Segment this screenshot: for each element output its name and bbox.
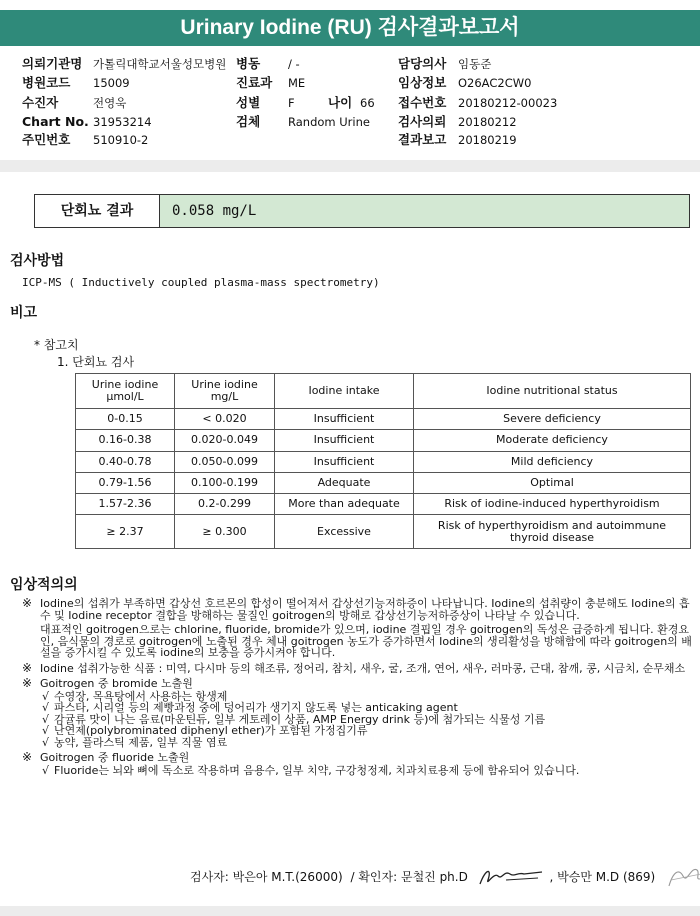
method-text: ICP-MS ( Inductively coupled plasma-mass spectrometry)	[22, 276, 380, 289]
info-row	[22, 94, 692, 112]
table-cell: ≥ 2.37	[76, 515, 175, 549]
table-cell: 0.100-0.199	[175, 472, 275, 493]
check-icon: √	[42, 763, 50, 777]
info-value: 15009	[93, 76, 130, 90]
table-cell: 0.16-0.38	[76, 430, 175, 451]
result-box	[34, 194, 690, 228]
check-icon: √	[42, 701, 50, 714]
ref-title: * 참고치	[34, 338, 79, 352]
table-row	[76, 494, 691, 515]
table-cell: 0.79-1.56	[76, 472, 175, 493]
table-cell: Insufficient	[275, 409, 414, 430]
table-row	[76, 472, 691, 493]
clinical-text: 대표적인 goitrogen으로는 chlorine, fluoride, bromide가 있으며, iodine 결핍일 경우 goitrogen의 독성은 급증하게 됩니다. 환경요인, 음식물의 경로로 goitrogen에 노출된 경우 체내 goitrogen 농도가 증가하면서 Iodine의 생리활성을 방해함에 따라 goitrogen의 배설을 증가시킬 수 있도록 iodine의 보충을 증가시켜야 합니다.	[40, 623, 692, 659]
list-item-text: 감귤류 맛이 나는 음료(마운틴듀, 일부 게토레이 상품, AMP Energy drink 등)에 첨가되는 식물성 기름	[54, 712, 546, 726]
table-cell: More than adequate	[275, 494, 414, 515]
clinical-paragraph	[22, 678, 692, 690]
info-value: 전영욱	[93, 96, 127, 110]
handwritten-signature-icon	[476, 864, 546, 890]
info-value: 임동준	[458, 57, 492, 71]
col-header-umol: Urine iodine μmol/L	[76, 374, 175, 409]
table-cell: < 0.020	[175, 409, 275, 430]
info-row	[22, 74, 692, 92]
col-header-status: Iodine nutritional status	[414, 374, 691, 409]
list-item	[22, 737, 692, 749]
clinical-text: Iodine의 섭취가 부족하면 갑상선 호르몬의 합성이 떨어져서 갑상선기능저하증이 나타납니다. Iodine의 섭취량이 충분해도 Iodine의 흡수 및 Iodine receptor 결합을 방해하는 물질인 goitrogen의 방해로 갑상선기능저하증상이 나타날 수 있습니다.	[40, 597, 690, 622]
table-cell: ≥ 0.300	[175, 515, 275, 549]
info-value: 66	[360, 96, 375, 110]
ref-subtitle: 1. 단회뇨 검사	[57, 355, 135, 369]
info-value: ME	[288, 76, 306, 90]
info-row	[22, 55, 692, 73]
info-key: 병동	[236, 56, 261, 71]
result-label: 단회뇨 결과	[35, 195, 160, 227]
fluoride-title: Goitrogen 중 fluoride 노출원	[40, 751, 190, 764]
info-key: 주민번호	[22, 132, 71, 147]
info-key: 병원코드	[22, 75, 71, 90]
table-cell: Moderate deficiency	[414, 430, 691, 451]
info-value: O26AC2CW0	[458, 76, 532, 90]
info-key: 성별	[236, 95, 261, 110]
table-cell: 0.40-0.78	[76, 451, 175, 472]
table-row	[76, 451, 691, 472]
list-item-text: 파스타, 시리얼 등의 제빵과정 중에 덩어리가 생기지 않도록 넣는 anticaking agent	[54, 701, 458, 714]
check-icon: √	[42, 689, 50, 703]
info-value: 20180219	[458, 133, 517, 147]
info-key: 담당의사	[398, 56, 447, 71]
table-cell: Mild deficiency	[414, 451, 691, 472]
table-cell: Insufficient	[275, 451, 414, 472]
clinical-section	[22, 598, 692, 776]
info-value: 가톨릭대학교서울성모병원	[93, 57, 227, 71]
table-cell: 0-0.15	[76, 409, 175, 430]
patient-info	[22, 55, 692, 155]
clinical-text: Iodine 섭취가능한 식품 : 미역, 다시마 등의 해조류, 정어리, 참치, 새우, 굴, 조개, 연어, 새우, 러마콩, 근대, 참깨, 콩, 시금치, 순무채소	[40, 661, 686, 675]
table-cell: 0.020-0.049	[175, 430, 275, 451]
info-value: 510910-2	[93, 133, 149, 147]
info-value: 20180212	[458, 115, 517, 129]
table-row	[76, 515, 691, 549]
info-key: 검사의뢰	[398, 114, 447, 129]
list-item-text: 농약, 플라스틱 제품, 일부 직물 염료	[54, 735, 228, 749]
clinical-paragraph	[22, 598, 692, 659]
section-divider	[0, 160, 700, 172]
table-cell: Insufficient	[275, 430, 414, 451]
info-row	[22, 113, 692, 131]
remark-heading: 비고	[10, 305, 38, 321]
info-key: 수진자	[22, 95, 59, 110]
info-value: F	[288, 96, 295, 110]
reference-table	[75, 373, 691, 549]
col-header-mg: Urine iodine mg/L	[175, 374, 275, 409]
info-key: 나이	[328, 95, 353, 110]
info-key: 진료과	[236, 75, 273, 90]
info-key: Chart No.	[22, 114, 89, 129]
list-item-text: 난연제(polybrominated diphenyl ether)가 포함된 가정집기류	[54, 724, 368, 737]
clinical-heading: 임상적의의	[10, 577, 78, 593]
info-key: 접수번호	[398, 95, 447, 110]
table-cell: Adequate	[275, 472, 414, 493]
signature-line	[190, 862, 700, 892]
table-header-row	[76, 374, 691, 409]
reference-mark-icon: ※	[22, 750, 33, 764]
table-row	[76, 430, 691, 451]
info-key: 의뢰기관명	[22, 56, 83, 71]
list-item-text: Fluoride는 뇌와 뼈에 독소로 작용하며 음용수, 일부 치약, 구강청정제, 치과치료용제 등에 함유되어 있습니다.	[54, 763, 580, 777]
bromide-title: Goitrogen 중 bromide 노출원	[40, 677, 193, 690]
info-value: 31953214	[93, 115, 152, 129]
result-value: 0.058 mg/L	[160, 195, 689, 227]
table-cell: Optimal	[414, 472, 691, 493]
info-key: 결과보고	[398, 132, 447, 147]
table-row	[76, 409, 691, 430]
table-cell: Risk of iodine-induced hyperthyroidism	[414, 494, 691, 515]
confirmer-name: / 확인자: 문철진 ph.D	[350, 869, 468, 884]
info-value: Random Urine	[288, 115, 370, 129]
check-icon: √	[42, 712, 50, 726]
info-value: / -	[288, 57, 300, 71]
table-cell: Excessive	[275, 515, 414, 549]
report-title: Urinary Iodine (RU) 검사결과보고서	[0, 10, 700, 46]
info-key: 검체	[236, 114, 261, 129]
reference-mark-icon: ※	[22, 676, 33, 690]
handwritten-signature-icon	[663, 862, 700, 892]
check-icon: √	[42, 724, 50, 737]
tester-name: 검사자: 박은아 M.T.(26000)	[190, 869, 343, 884]
table-cell: Risk of hyperthyroidism and autoimmune thyroid disease	[414, 515, 691, 549]
table-cell: 1.57-2.36	[76, 494, 175, 515]
list-item	[22, 765, 692, 777]
info-row	[22, 131, 692, 149]
method-heading: 검사방법	[10, 253, 65, 269]
reference-mark-icon: ※	[22, 660, 33, 675]
col-header-intake: Iodine intake	[275, 374, 414, 409]
info-key: 임상정보	[398, 75, 447, 90]
check-icon: √	[42, 735, 50, 749]
table-cell: 0.2-0.299	[175, 494, 275, 515]
clinical-paragraph	[22, 752, 692, 764]
info-value: 20180212-00023	[458, 96, 558, 110]
bottom-divider	[0, 906, 700, 916]
table-cell: 0.050-0.099	[175, 451, 275, 472]
clinical-paragraph	[22, 660, 692, 675]
table-cell: Severe deficiency	[414, 409, 691, 430]
list-item-text: 수영장, 목욕탕에서 사용하는 항생제	[54, 689, 228, 703]
second-confirmer-name: , 박승만 M.D (869)	[549, 869, 656, 884]
reference-mark-icon: ※	[22, 596, 33, 610]
